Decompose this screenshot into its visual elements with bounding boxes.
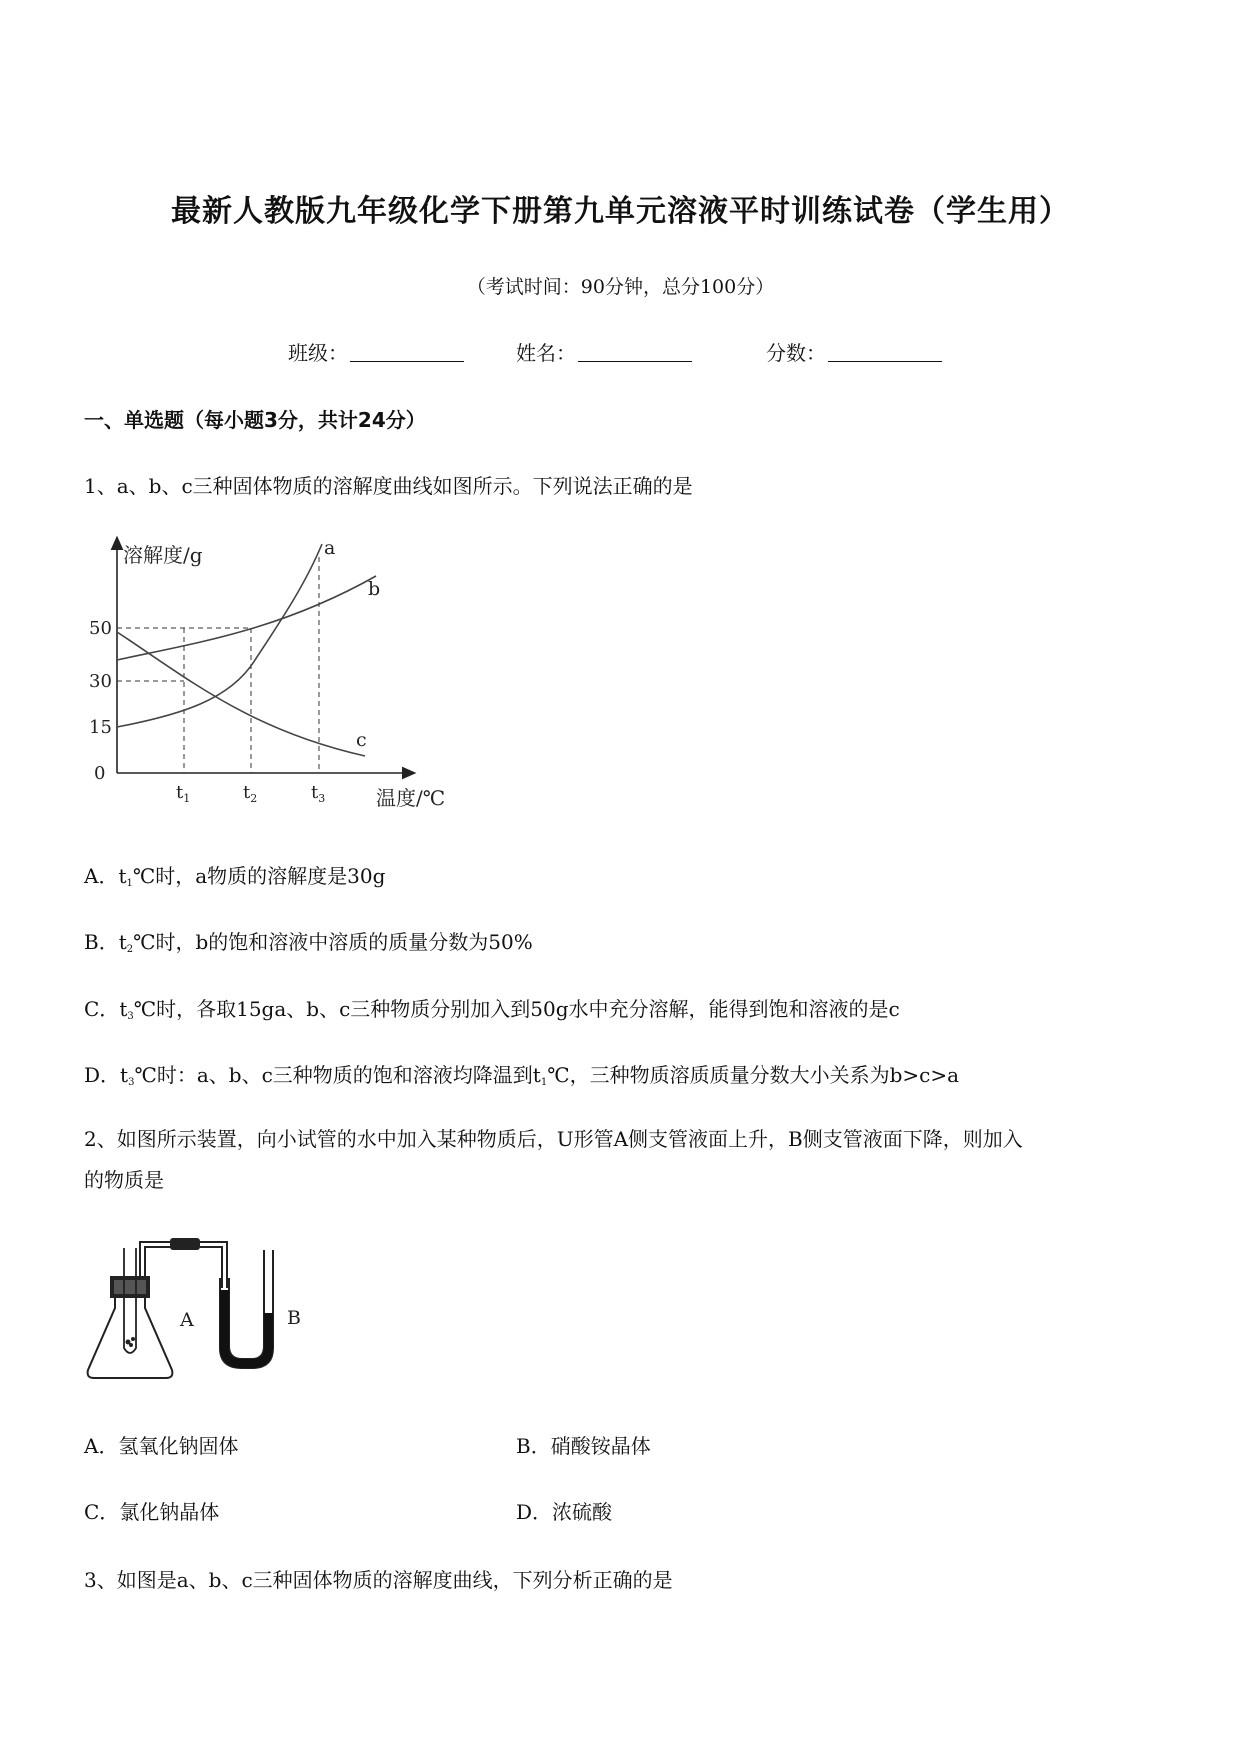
option-temp-symbol: t	[118, 930, 127, 954]
question-2-stem-line-2: 的物质是	[84, 1168, 164, 1192]
curve-b	[117, 576, 376, 660]
score-blank[interactable]	[828, 343, 942, 362]
q1-option-b[interactable]	[84, 926, 533, 955]
name-label: 姓名：	[516, 341, 576, 365]
test-tube	[124, 1248, 136, 1353]
y-tick-30: 30	[89, 671, 112, 692]
u-tube-apparatus-figure	[80, 1218, 320, 1388]
option-temp-subscript: 1	[540, 1077, 548, 1088]
rubber-joint	[170, 1238, 200, 1250]
y-tick-0: 0	[94, 763, 106, 784]
q1-option-a[interactable]	[84, 860, 385, 889]
option-letter: C．	[84, 997, 120, 1021]
option-letter: B．	[516, 1434, 551, 1458]
option-temp-symbol: t	[120, 1063, 129, 1087]
q2-option-a[interactable]	[84, 1430, 238, 1459]
curve-label-a: a	[324, 537, 336, 559]
x-tick-t3: $t_3$	[311, 782, 326, 805]
option-letter: D．	[516, 1500, 553, 1524]
y-axis-label: 溶解度/g	[123, 543, 203, 567]
option-text: ℃时，a物质的溶解度是30g	[132, 864, 386, 888]
option-letter: D．	[84, 1063, 121, 1087]
option-temp-subscript: 2	[126, 944, 134, 955]
y-tick-50: 50	[89, 618, 112, 639]
q1-option-c[interactable]	[84, 993, 900, 1022]
option-temp-symbol: t	[119, 997, 128, 1021]
q2-option-c[interactable]	[84, 1496, 219, 1525]
y-tick-15: 15	[89, 717, 112, 738]
curve-label-b: b	[368, 578, 381, 600]
option-text: 浓硫酸	[552, 1500, 613, 1524]
option-text: ℃时，b的饱和溶液中溶质的质量分数为50%	[133, 930, 533, 954]
score-field	[766, 337, 942, 366]
label-a: A	[180, 1309, 194, 1331]
section-heading: 一、单选题（每小题3分，共计24分）	[84, 408, 426, 432]
option-text: ℃时：a、b、c三种物质的饱和溶液均降温到	[134, 1063, 533, 1087]
option-temp-symbol: t	[118, 864, 127, 888]
option-temp-subscript: 3	[127, 1011, 134, 1022]
conical-flask	[88, 1298, 173, 1378]
x-axis-label: 温度/℃	[376, 786, 446, 810]
name-field	[516, 337, 692, 366]
curve-c	[117, 632, 365, 756]
q1-option-d[interactable]	[84, 1059, 959, 1088]
option-letter: A．	[84, 864, 119, 888]
question-1-stem: 1、a、b、c三种固体物质的溶解度曲线如图所示。下列说法正确的是	[84, 474, 693, 498]
class-blank[interactable]	[350, 343, 464, 362]
name-blank[interactable]	[578, 343, 692, 362]
x-tick-t2: $t_2$	[243, 782, 258, 805]
label-b: B	[287, 1307, 301, 1329]
class-field	[288, 337, 464, 366]
option-temp-subscript: 3	[128, 1077, 135, 1088]
question-3-stem: 3、如图是a、b、c三种固体物质的溶解度曲线，下列分析正确的是	[84, 1568, 673, 1592]
option-letter: A．	[84, 1434, 119, 1458]
class-label: 班级：	[288, 341, 348, 365]
option-temp-subscript: 1	[126, 878, 133, 889]
option-letter: B．	[84, 930, 119, 954]
guide-lines	[117, 557, 319, 773]
option-text: ℃，三种物质溶质质量分数大小关系为b>c>a	[547, 1063, 960, 1087]
x-tick-t1: $t_1$	[176, 782, 191, 805]
option-text: 氯化钠晶体	[119, 1500, 220, 1524]
page-title: 最新人教版九年级化学下册第九单元溶液平时训练试卷（学生用）	[171, 194, 1070, 229]
option-text: 硝酸铵晶体	[550, 1434, 651, 1458]
option-text: 氢氧化钠固体	[118, 1434, 239, 1458]
question-2-stem-line-1: 2、如图所示装置，向小试管的水中加入某种物质后，U形管A侧支管液面上升，B侧支管液面下降，则加入	[84, 1127, 1023, 1151]
q2-option-d[interactable]	[516, 1496, 612, 1525]
curve-label-c: c	[356, 729, 367, 751]
exam-info: （考试时间：90分钟，总分100分）	[466, 276, 775, 298]
solubility-chart-figure	[80, 530, 460, 810]
score-label: 分数：	[766, 341, 826, 365]
option-temp-symbol: t	[532, 1063, 541, 1087]
option-text: ℃时，各取15ga、b、c三种物质分别加入到50g水中充分溶解，能得到饱和溶液的是c	[133, 997, 900, 1021]
q2-option-b[interactable]	[516, 1430, 651, 1459]
option-letter: C．	[84, 1500, 120, 1524]
